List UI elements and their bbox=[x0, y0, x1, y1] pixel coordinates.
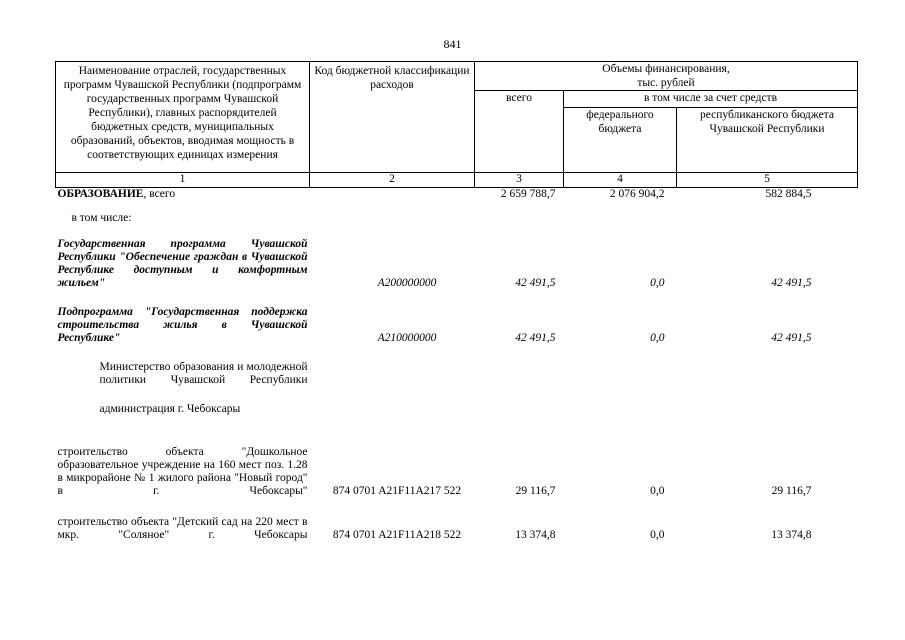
row-subprogram-name-text: Подпрограмма "Государственная поддержка строительства жилья в Чувашской Республике" bbox=[57, 305, 308, 344]
row-education-republic: 582 884,5 bbox=[765, 188, 812, 200]
header-volume bbox=[475, 62, 858, 91]
header-republic: республиканского бюджета Чувашской Республики bbox=[677, 108, 858, 173]
table-row bbox=[56, 202, 858, 236]
header-number-1: 1 bbox=[56, 173, 310, 188]
page-number: 841 bbox=[443, 37, 462, 51]
row-object2-code: 874 0701 A21F11A218 522 bbox=[332, 528, 462, 541]
header-code-text: Код бюджетной классификации расходов bbox=[314, 65, 470, 91]
row-subprogram-code: А210000000 bbox=[377, 331, 437, 344]
row-education-federal: 2 076 904,2 bbox=[609, 188, 665, 200]
row-ministry bbox=[56, 345, 310, 387]
row-ministry-text: Министерство образования и молодежной политики Чувашской Республики bbox=[99, 360, 308, 386]
table-row bbox=[56, 345, 858, 387]
header-total: всего bbox=[475, 91, 564, 173]
table-row bbox=[56, 188, 858, 202]
row-subprogram-republic: 42 491,5 bbox=[771, 331, 812, 344]
row-program-name-text: Государственная программа Чувашской Республики "Обеспечение граждан в Чувашской Республике доступным и комфортным жильем" bbox=[57, 237, 308, 289]
table-row bbox=[56, 236, 858, 290]
row-including: в том числе: bbox=[71, 212, 132, 224]
header-including: в том числе за счет средств bbox=[564, 91, 858, 108]
table-row bbox=[56, 498, 858, 542]
header-name-text: Наименование отраслей, государственных программ Чувашской Республики (подпрограмм государственных программ Чувашской Республики), главных распорядителей бюджетных средств, муниципальных образований, объектов, вводимая мощность в соответствующих единицах измерения bbox=[63, 65, 302, 161]
table-body bbox=[56, 188, 858, 542]
header-federal: федерального бюджета bbox=[564, 108, 677, 173]
row-object2-federal: 0,0 bbox=[650, 528, 665, 541]
header-volume-line2: тыс. рублей bbox=[637, 77, 695, 89]
table-header bbox=[56, 62, 858, 188]
row-education-code bbox=[310, 188, 475, 202]
row-education-name bbox=[56, 188, 310, 202]
row-object1-total: 29 116,7 bbox=[515, 484, 556, 497]
row-education-name-rest: , всего bbox=[143, 188, 176, 200]
table-row bbox=[56, 290, 858, 345]
row-education-total: 2 659 788,7 bbox=[500, 188, 556, 200]
row-education-name-bold: ОБРАЗОВАНИЕ bbox=[57, 188, 144, 200]
table-row bbox=[56, 416, 858, 498]
table-row bbox=[56, 387, 858, 416]
header-number-2: 2 bbox=[310, 173, 475, 188]
header-number-4: 4 bbox=[564, 173, 677, 188]
row-program-name bbox=[56, 236, 310, 290]
row-program-total: 42 491,5 bbox=[515, 276, 556, 289]
row-object1-code: 874 0701 A21F11A217 522 bbox=[332, 484, 462, 497]
header-code-column bbox=[310, 62, 475, 173]
row-object1-name-text: строительство объекта "Дошкольное образовательное учреждение на 160 мест поз. 1.28 в микрорайоне № 1 жилого района "Новый город" в г. Чебоксары" bbox=[57, 445, 308, 497]
row-program-code: А200000000 bbox=[377, 276, 437, 289]
budget-table bbox=[55, 61, 858, 542]
header-number-5: 5 bbox=[677, 173, 858, 188]
row-program-federal: 0,0 bbox=[650, 276, 665, 289]
row-object2-name bbox=[56, 498, 310, 542]
row-subprogram-total: 42 491,5 bbox=[515, 331, 556, 344]
row-object2-republic: 13 374,8 bbox=[771, 528, 812, 541]
header-name-column bbox=[56, 62, 310, 173]
row-object1-name bbox=[56, 416, 310, 498]
row-object2-name-text: строительство объекта "Детский сад на 220 мест в мкр. "Соляное" г. Чебоксары bbox=[57, 515, 308, 541]
row-subprogram-federal: 0,0 bbox=[650, 331, 665, 344]
row-administration: администрация г. Чебоксары bbox=[99, 402, 241, 415]
row-object1-federal: 0,0 bbox=[650, 484, 665, 497]
row-object2-total: 13 374,8 bbox=[515, 528, 556, 541]
header-volume-line1: Объемы финансирования, bbox=[602, 63, 730, 75]
row-program-republic: 42 491,5 bbox=[771, 276, 812, 289]
header-numbers-row bbox=[56, 173, 858, 188]
row-object1-republic: 29 116,7 bbox=[771, 484, 812, 497]
header-number-3: 3 bbox=[475, 173, 564, 188]
row-subprogram-name bbox=[56, 290, 310, 345]
